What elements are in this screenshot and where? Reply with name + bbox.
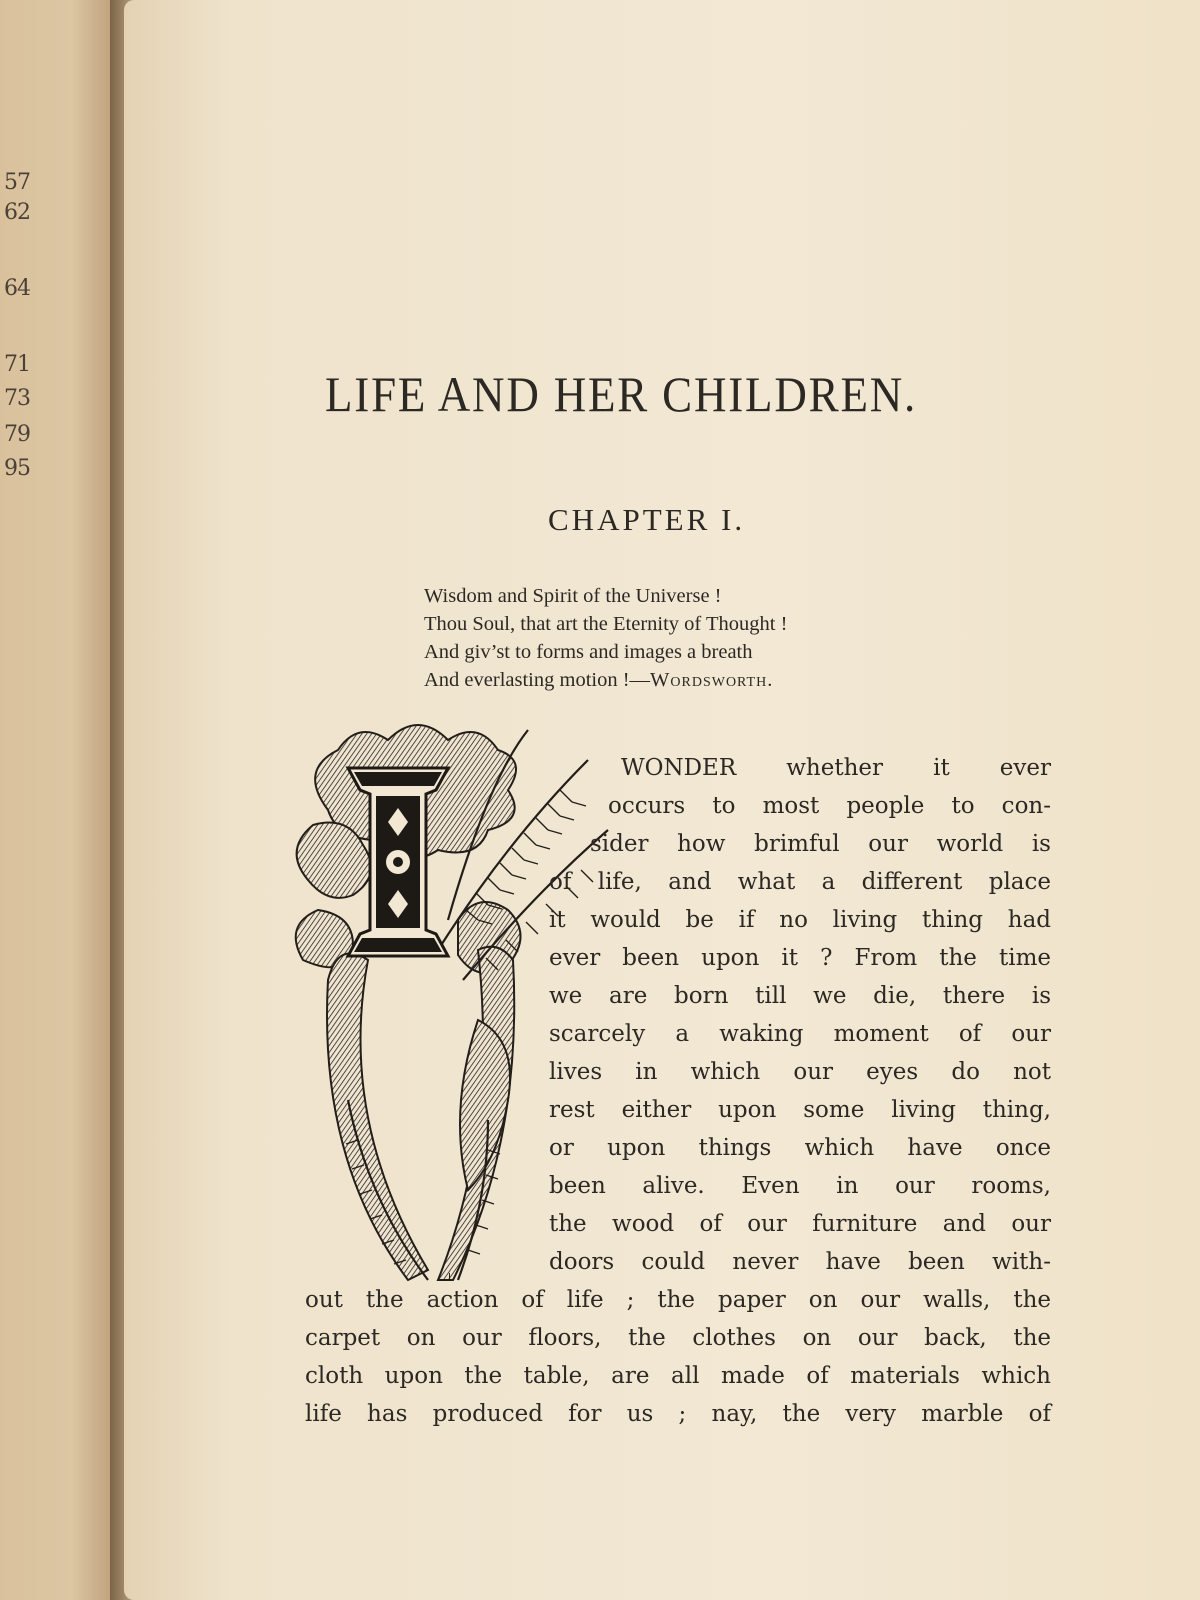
- body-line: it would be if no living thing had: [549, 907, 1051, 933]
- body-line: lives in which our eyes do not: [549, 1059, 1051, 1085]
- body-line: cloth upon the table, are all made of materials which: [305, 1363, 1051, 1389]
- body-line: the wood of our furniture and our: [549, 1211, 1051, 1237]
- body-line: occurs to most people to con-: [608, 793, 1051, 819]
- page-number: 62: [4, 200, 30, 225]
- epigraph: [424, 582, 787, 694]
- epigraph-line-text: And everlasting motion !—: [424, 669, 651, 691]
- body-line: of life, and what a different place: [549, 869, 1051, 895]
- epigraph-line: [424, 666, 787, 694]
- body-line: rest either upon some living thing,: [549, 1097, 1051, 1123]
- body-line: scarcely a waking moment of our: [549, 1021, 1051, 1047]
- body-line: out the action of life ; the paper on our walls, the: [305, 1287, 1051, 1313]
- body-line: been alive. Even in our rooms,: [549, 1173, 1051, 1199]
- body-line: we are born till we die, there is: [549, 983, 1051, 1009]
- chapter-heading: CHAPTER I.: [548, 502, 746, 537]
- page-number: 71: [4, 352, 30, 377]
- body-line: sider how brimful our world is: [590, 831, 1051, 857]
- book-title: LIFE AND HER CHILDREN.: [325, 366, 918, 422]
- page-number: 79: [4, 422, 30, 447]
- page-number: 73: [4, 386, 30, 411]
- engraver-mark: I: [448, 1272, 451, 1283]
- body-line: doors could never have been with-: [549, 1249, 1051, 1275]
- page-number: 95: [4, 456, 30, 481]
- page-number: 64: [4, 276, 30, 301]
- epigraph-line: And giv’st to forms and images a breath: [424, 641, 753, 663]
- body-line: carpet on our floors, the clothes on our back, the: [305, 1325, 1051, 1351]
- body-line: WONDER whether it ever: [621, 755, 1051, 781]
- epigraph-author: Wordsworth.: [650, 669, 774, 691]
- epigraph-line: Thou Soul, that art the Eternity of Thought !: [424, 613, 788, 635]
- body-line: life has produced for us ; nay, the very marble of: [305, 1401, 1051, 1427]
- body-line: or upon things which have once: [549, 1135, 1051, 1161]
- epigraph-line: Wisdom and Spirit of the Universe !: [424, 585, 722, 607]
- body-line: ever been upon it ? From the time: [549, 945, 1051, 971]
- page-number: 57: [4, 170, 30, 195]
